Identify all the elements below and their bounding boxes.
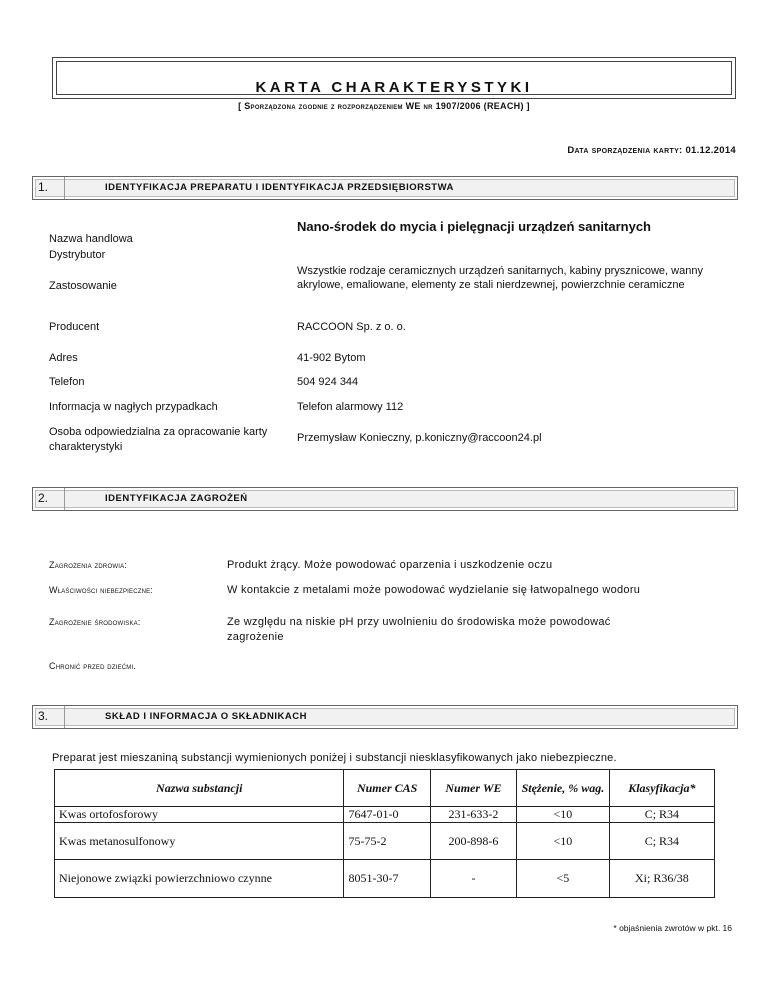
document-subtitle: [ Sporządzona zgodnie z rozporządzeniem WE nr 1907/2006 (REACH) ] [238, 101, 530, 111]
cell-substance: Kwas ortofosforowy [55, 807, 344, 823]
cell-cas: 8051-30-7 [344, 860, 430, 898]
composition-table [54, 769, 715, 898]
classification-footnote: * objaśnienia zwrotów w pkt. 16 [613, 923, 732, 933]
composition-intro: Preparat jest mieszaniną substancji wymienionych poniżej i substancji niesklasyfikowanych jako niebezpieczne. [52, 752, 617, 764]
section-3-title: SKŁAD I INFORMACJA O SKŁADNIKACH [105, 711, 307, 722]
label-health-hazards: Zagrożenia zdrowia: [49, 560, 127, 570]
label-hazardous-properties: Właściwości niebezpieczne: [49, 585, 154, 595]
cell-cas: 75-75-2 [344, 823, 430, 860]
value-usage: Wszystkie rodzaje ceramicznych urządzeń sanitarnych, kabiny prysznicowe, wanny akrylowe, emaliowane, elementy ze stali nierdzewnej, powierzchnie ceramiczne [297, 265, 703, 291]
label-responsible-person: Osoba odpowiedzialna za opracowanie karty charakterystyki [49, 426, 268, 453]
table-row [55, 823, 715, 860]
column-header-cas: Numer CAS [344, 770, 430, 807]
section-2-header [32, 487, 738, 511]
label-distributor: Dystrybutor [49, 249, 106, 261]
label-environmental-hazards: Zagrożenie środowiska: [49, 617, 141, 627]
cell-we: - [430, 860, 516, 898]
section-2-number: 2. [36, 488, 65, 510]
cell-classification: C; R34 [609, 823, 714, 860]
cell-cas: 7647-01-0 [344, 807, 430, 823]
label-usage: Zastosowanie [49, 280, 117, 292]
document-title: KARTA CHARAKTERYSTYKI [255, 79, 533, 96]
cell-concentration: <5 [517, 860, 610, 898]
cell-substance: Kwas metanosulfonowy [55, 823, 344, 860]
cell-classification: C; R34 [609, 807, 714, 823]
keep-away-from-children-note: Chronić przed dziećmi. [49, 661, 137, 671]
cell-we: 231-633-2 [430, 807, 516, 823]
column-header-we: Numer WE [430, 770, 516, 807]
value-phone: 504 924 344 [297, 376, 359, 388]
label-producer: Producent [49, 321, 100, 333]
document-title-box [52, 57, 736, 99]
value-responsible-person: Przemysław Konieczny, p.koniczny@raccoon24.pl [297, 432, 542, 444]
label-address: Adres [49, 352, 78, 364]
section-1-number: 1. [36, 177, 65, 199]
label-emergency: Informacja w nagłych przypadkach [49, 401, 218, 413]
value-trade-name: Nano-środek do mycia i pielęgnacji urządzeń sanitarnych [297, 219, 651, 234]
cell-classification: Xi; R36/38 [609, 860, 714, 898]
creation-date-value: 01.12.2014 [685, 145, 736, 156]
cell-concentration: <10 [517, 807, 610, 823]
value-emergency: Telefon alarmowy 112 [297, 401, 404, 413]
section-1-header [32, 176, 738, 200]
section-1-title: IDENTYFIKACJA PREPARATU I IDENTYFIKACJA PRZEDSIĘBIORSTWA [105, 182, 454, 193]
table-row [55, 807, 715, 823]
creation-date [567, 145, 736, 156]
cell-we: 200-898-6 [430, 823, 516, 860]
section-2-title: IDENTYFIKACJA ZAGROŻEŃ [105, 493, 248, 504]
label-phone: Telefon [49, 376, 85, 388]
value-producer: RACCOON Sp. z o. o. [297, 321, 406, 333]
table-header-row [55, 770, 715, 807]
label-trade-name: Nazwa handlowa [49, 233, 133, 245]
value-hazardous-properties: W kontakcie z metalami może powodować wydzielanie się łatwopalnego wodoru [227, 584, 641, 596]
creation-date-label: Data sporządzenia karty: [567, 145, 683, 156]
column-header-classification: Klasyfikacja* [609, 770, 714, 807]
section-3-header [32, 705, 738, 729]
value-environmental-hazards: Ze względu na niskie pH przy uwolnieniu do środowiska może powodować zagrożenie [227, 616, 611, 643]
value-health-hazards: Produkt żrący. Może powodować oparzenia i uszkodzenie oczu [227, 559, 553, 571]
table-row [55, 860, 715, 898]
value-address: 41-902 Bytom [297, 352, 366, 364]
section-3-number: 3. [36, 706, 65, 728]
cell-substance: Niejonowe związki powierzchniowo czynne [55, 860, 344, 898]
column-header-substance: Nazwa substancji [55, 770, 344, 807]
column-header-concentration: Stężenie, % wag. [517, 770, 610, 807]
cell-concentration: <10 [517, 823, 610, 860]
